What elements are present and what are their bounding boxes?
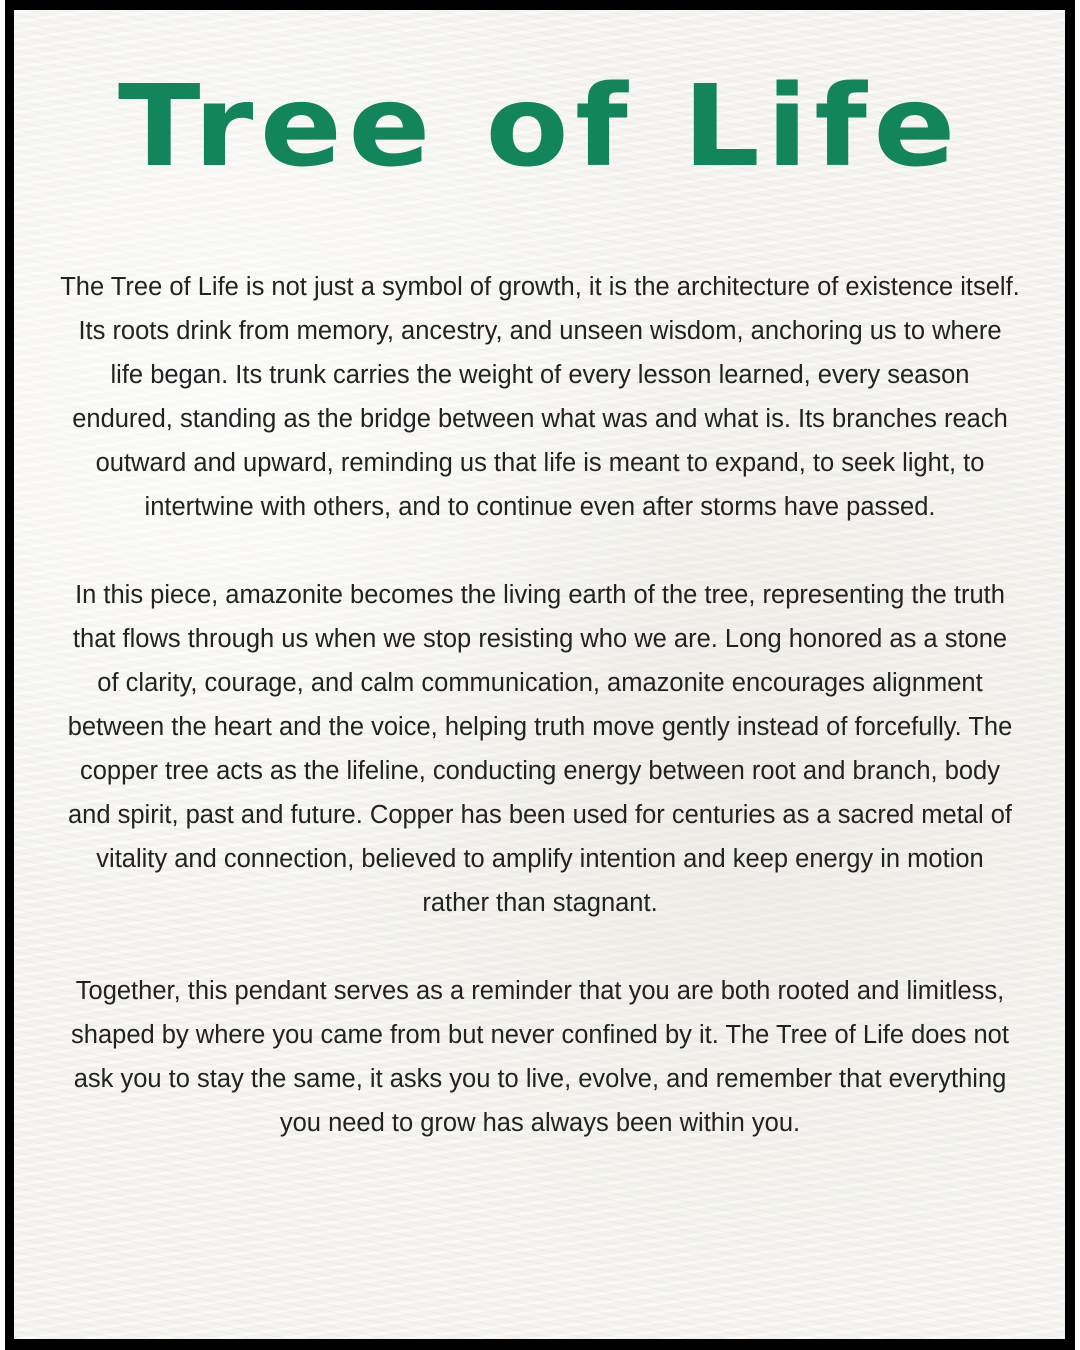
paragraph-materials: In this piece, amazonite becomes the living earth of the tree, representing the truth that flows through us when we stop resisting who we are. Long honored as a stone of clarity, courage, and calm communication, amazonite encourages alignment between the heart and the voice, helping truth move gently instead of forcefully. The copper tree acts as the lifeline, conducting energy between root and branch, body and spirit, past and future. Copper has been used for centuries as a sacred metal of vitality and connection, believed to amplify intention and keep energy in motion rather than stagnant.: [67, 581, 1013, 917]
paragraph-closing: Together, this pendant serves as a reminder that you are both rooted and limitless, shaped by where you came from but never confined by it. The Tree of Life does not ask you to stay the same, it asks you to live, evolve, and remember that everything you need to grow has always been within you.: [71, 977, 1009, 1137]
body-text: [60, 265, 1020, 1189]
page-title: Tree of Life: [118, 62, 962, 192]
paragraph-intro: The Tree of Life is not just a symbol of growth, it is the architecture of existence itself. Its roots drink from memory, ancestry, and unseen wisdom, anchoring us to where life began. Its trunk carries the weight of every lesson learned, every season endured, standing as the bridge between what was and what is. Its branches reach outward and upward, reminding us that life is meant to expand, to seek light, to intertwine with others, and to continue even after storms have passed.: [60, 273, 1020, 521]
